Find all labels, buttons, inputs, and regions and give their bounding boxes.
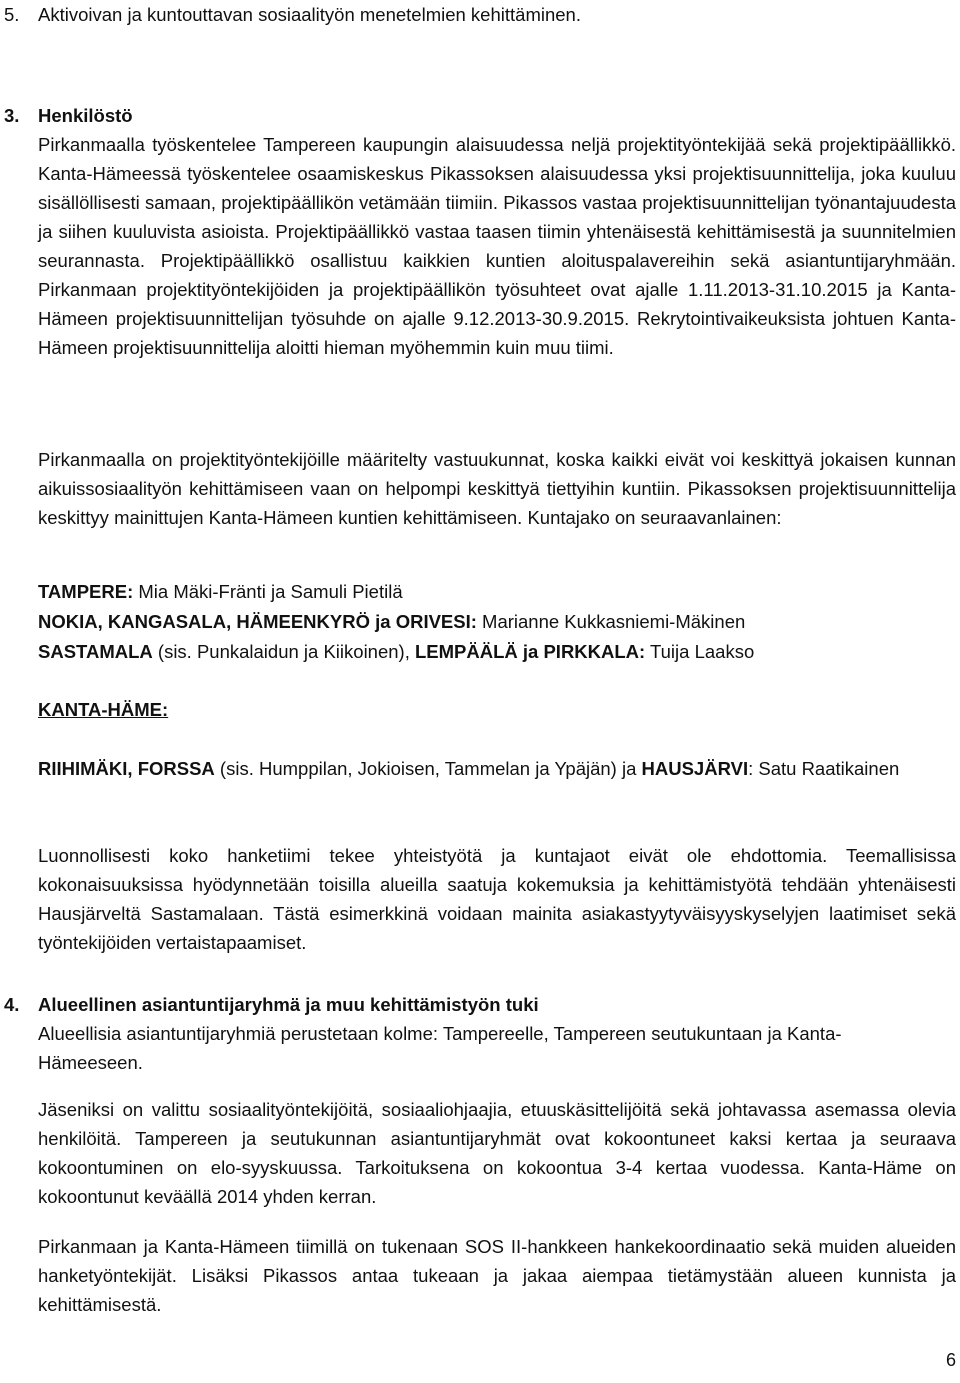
paragraph: Jäseniksi on valittu sosiaalityöntekijöitä, sosiaaliohjaajia, etuuskäsittelijöitä sekä johtavassa asemassa olevia henkilöitä. Tampereen ja seutukunnan asiantuntijaryhmät ovat kokoontuneet kaksi kertaa ja seuraava kokoontuminen on elo-syyskuussa. Tarkoituksena on kokoontua 3-4 kertaa vuodessa. Kanta-Häme on kokoontunut keväällä 2014 yhden kerran. — [38, 1099, 956, 1207]
section-title: Henkilöstö — [38, 105, 133, 126]
municipality-label: LEMPÄÄLÄ ja PIRKKALA: — [414, 641, 646, 662]
staff-names: Tuija Laakso — [645, 641, 755, 662]
section-number: 4. — [4, 994, 20, 1015]
municipality-label: SASTAMALA — [38, 641, 153, 662]
municipality-label: TAMPERE: — [38, 581, 134, 602]
municipality-label: NOKIA, KANGASALA, HÄMEENKYRÖ ja ORIVESI: — [38, 611, 477, 632]
municipality-label: RIIHIMÄKI, FORSSA — [38, 758, 215, 779]
list-item-text: Aktivoivan ja kuntouttavan sosiaalityön menetelmien kehittäminen. — [38, 4, 581, 25]
staff-names: Marianne Kukkasniemi-Mäkinen — [476, 611, 746, 632]
list-number: 5. — [4, 4, 20, 25]
paragraph: Pirkanmaan ja Kanta-Hämeen tiimillä on tukenaan SOS II-hankkeen hankekoordinaatio sekä muiden alueiden hanketyöntekijät. Lisäksi Pikassos antaa tukeaan ja jakaa aiempaa tietämystään alueen kunnista ja kehittämisestä. — [38, 1236, 956, 1315]
page-number: 6 — [945, 1350, 956, 1370]
paragraph: Luonnollisesti koko hanketiimi tekee yhteistyötä ja kuntajaot eivät ole ehdottomia. Teemallisissa kokonaisuuksissa hyödynnetään toisilla alueilla saatuja kokemuksia ja kehittämistyötä tehdään yhtenäisesti Hausjärveltä Sastamalaan. Tästä esimerkkinä voidaan mainita asiakastyytyväisyyskyselyjen laatimiset sekä työntekijöiden vertaistapaamiset. — [38, 845, 956, 953]
paragraph: Pirkanmaalla on projektityöntekijöille määritelty vastuukunnat, koska kaikki eivät voi keskittyä jokaisen kunnan aikuissosiaalityön kehittämiseen vaan on helpompi keskittyä tiettyihin kuntiin. Pikassoksen projektisuunnittelija keskittyy mainittujen Kanta-Hämeen kuntien kehittämiseen. Kuntajako on seuraavanlainen: — [38, 449, 956, 528]
assignment-tampere — [38, 577, 956, 606]
section-number: 3. — [4, 105, 20, 126]
staff-names: : Satu Raatikainen — [748, 758, 900, 779]
section-3-heading — [4, 101, 938, 130]
region-heading: KANTA-HÄME: — [38, 699, 169, 720]
staff-names: Mia Mäki-Fränti ja Samuli Pietilä — [133, 581, 403, 602]
paragraph: Alueellisia asiantuntijaryhmiä perustetaan kolme: Tampereelle, Tampereen seutukuntaan ja Kanta-Hämeeseen. — [38, 1023, 842, 1073]
assignment-nokia — [38, 607, 956, 636]
section-4-heading — [4, 990, 938, 1019]
section-title: Alueellinen asiantuntijaryhmä ja muu kehittämistyön tuki — [38, 994, 539, 1015]
paragraph: Pirkanmaalla työskentelee Tampereen kaupungin alaisuudessa neljä projektityöntekijää sekä projektipäällikkö. Kanta-Hämeessä työskentelee osaamiskeskus Pikassoksen alaisuudessa yksi projektisuunnittelija, joka kuuluu sisällöllisesti samaan, projektipäällikön vetämään tiimiin. Pikassos vastaa projektisuunnittelijan työnantajuudesta ja siihen kuuluvista asioista. Projektipäällikkö vastaa taasen tiimin yhtenäisestä kehittämisestä ja suunnitelmien seurannasta. Projektipäällikkö osallistuu kaikkien kuntien aloituspalavereihin sekä asiantuntijaryhmään. Pirkanmaan projektityöntekijöiden ja projektipäällikön työsuhteet ovat ajalle 1.11.2013-31.10.2015 ja Kanta-Hämeen projektisuunnittelijan työsuhde on ajalle 9.12.2013-30.9.2015. Rekrytointivaikeuksista johtuen Kanta-Hämeen projektisuunnittelija aloitti hieman myöhemmin kuin muu tiimi. — [38, 134, 956, 358]
list-item-5 — [4, 0, 938, 29]
assignment-riihimaki — [38, 754, 956, 783]
municipality-note: (sis. Punkalaidun ja Kiikoinen), — [152, 641, 415, 662]
municipality-label: HAUSJÄRVI — [641, 758, 749, 779]
assignment-sastamala — [38, 637, 956, 666]
municipality-note: (sis. Humppilan, Jokioisen, Tammelan ja Ypäjän) ja — [214, 758, 642, 779]
